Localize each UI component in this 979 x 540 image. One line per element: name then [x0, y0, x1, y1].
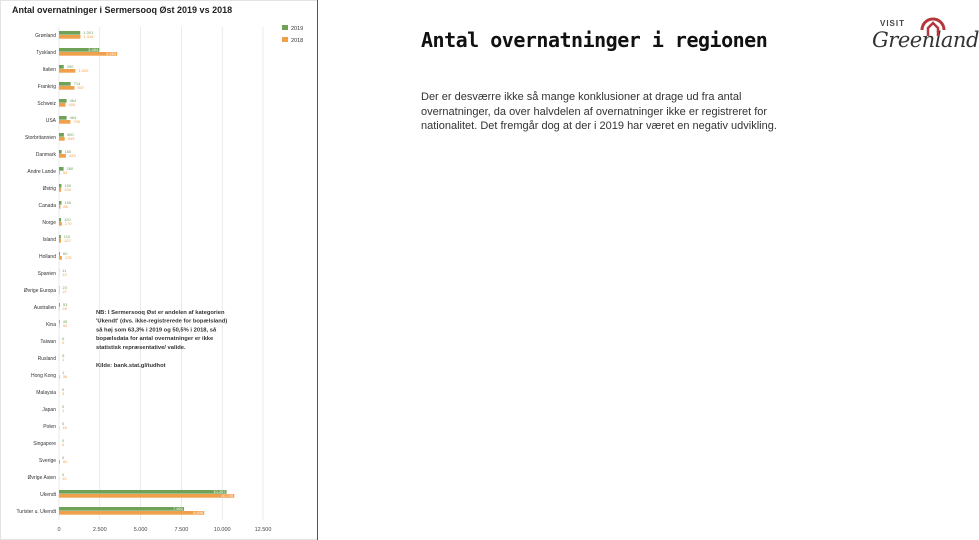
- legend-swatch-2018: [282, 37, 288, 42]
- data-label-2019: 1: [62, 370, 65, 376]
- bar-2019: [59, 218, 61, 222]
- bar-2018: [59, 205, 60, 209]
- bar-2018: [59, 494, 234, 498]
- category-label: USA: [45, 118, 56, 124]
- data-label-2019: 464: [69, 98, 77, 104]
- bar-2019: [59, 507, 184, 511]
- data-label-2019: 11: [62, 268, 67, 274]
- data-label-2018: 175: [64, 255, 72, 261]
- legend-swatch-2019: [282, 25, 288, 30]
- bar-2018: [59, 222, 62, 226]
- bar-2019: [59, 303, 60, 307]
- bar-2018: [59, 239, 61, 243]
- category-label: Holland: [39, 254, 56, 260]
- category-label: Ukendt: [40, 492, 56, 498]
- bar-2019: [59, 252, 60, 256]
- bar-2019: [59, 116, 67, 120]
- category-label: Østrig: [42, 186, 56, 192]
- logo-visit-text: VISIT: [880, 19, 906, 28]
- category-label: Japan: [42, 407, 56, 413]
- data-label-2018: 26: [62, 306, 67, 312]
- category-label: Øvrige Europa: [23, 288, 56, 294]
- x-tick-label: 10.000: [213, 527, 231, 533]
- data-label-2019: 0: [62, 421, 65, 427]
- data-label-2018: 0: [62, 340, 65, 346]
- data-label-2018: 0: [62, 442, 65, 448]
- category-label: Italien: [42, 67, 56, 73]
- data-label-2019: 2.464: [88, 47, 99, 53]
- data-label-2019: 0: [62, 438, 65, 444]
- x-tick-label: 12.500: [254, 527, 272, 533]
- data-label-2018: 13: [62, 272, 67, 278]
- bar-2018: [59, 137, 65, 141]
- data-label-2019: 23: [62, 285, 67, 291]
- data-label-2019: 160: [64, 149, 72, 155]
- bar-2018: [59, 69, 75, 73]
- data-label-2019: 7.660: [172, 506, 184, 512]
- category-label: Taiwan: [40, 339, 56, 345]
- data-label-2018: 3: [62, 391, 65, 397]
- data-label-2018: 170: [64, 221, 72, 227]
- data-label-2019: 60: [62, 251, 68, 257]
- legend-label-2018: 2018: [291, 38, 304, 44]
- data-label-2019: 45: [62, 319, 68, 325]
- bar-2018: [59, 120, 70, 124]
- category-label: Frankrig: [37, 84, 56, 90]
- category-label: Norge: [42, 220, 56, 226]
- data-label-2018: 423: [68, 153, 76, 159]
- data-label-2018: 1.000: [78, 68, 89, 74]
- data-label-2019: 280: [66, 166, 74, 172]
- visit-greenland-logo: [868, 14, 979, 58]
- bar-2018: [59, 86, 74, 90]
- data-label-2018: 1.316: [83, 34, 94, 40]
- category-label: Grønland: [35, 33, 56, 39]
- category-label: Kina: [45, 322, 56, 328]
- bar-2018: [59, 35, 80, 39]
- bar-2019: [59, 320, 60, 324]
- chart-source: Kilde: bank.stat.gl/tudhot: [96, 363, 166, 369]
- bar-2019: [59, 150, 62, 154]
- bar-2019: [59, 82, 71, 86]
- house-sun-icon: [918, 14, 948, 38]
- data-label-2019: 0: [62, 472, 65, 478]
- bar-2018: [59, 460, 60, 464]
- bar-2018: [59, 171, 60, 175]
- category-label: Tyskland: [36, 50, 56, 56]
- data-label-2019: 0: [62, 455, 65, 461]
- category-label: Singapore: [33, 441, 56, 447]
- bar-2019: [59, 201, 61, 205]
- data-label-2018: 122: [63, 238, 71, 244]
- slide-title: Antal overnatninger i regionen: [421, 28, 768, 52]
- legend-label-2019: 2019: [291, 26, 304, 32]
- x-tick-label: 7.500: [174, 527, 189, 533]
- category-label: Canada: [38, 203, 56, 209]
- bar-chart: [0, 0, 322, 540]
- bar-2019: [59, 133, 64, 137]
- data-label-2019: 5: [62, 353, 65, 359]
- bar-2018: [59, 375, 60, 379]
- category-label: Øvrige Asien: [27, 475, 56, 481]
- data-label-2018: 36: [62, 374, 68, 380]
- category-label: Storbritannien: [24, 135, 56, 141]
- data-label-2018: 30: [62, 323, 67, 329]
- data-label-2019: 1.301: [83, 30, 94, 36]
- chart-annotation-note: NB: I Sermersooq Øst er andelen af kategorien 'Ukendt' (dvs. ikke-registrerede for bopælsland) så høj som 63,3% i 2019 og 50,5% i 2018, så bopælsdata for antal overnatninger er ikke statistisk repræsentative/ valide.: [96, 310, 228, 351]
- category-label: Australien: [33, 305, 56, 311]
- bar-2018: [59, 154, 66, 158]
- x-tick-label: 0: [57, 527, 61, 533]
- bar-2018: [59, 188, 61, 192]
- bar-2019: [59, 490, 227, 494]
- category-label: Polen: [43, 424, 56, 430]
- data-label-2018: 86: [63, 204, 68, 210]
- data-label-2018: 62: [63, 459, 68, 465]
- data-label-2019: 53: [62, 302, 68, 308]
- category-label: Schweiz: [37, 101, 56, 107]
- data-label-2018: 27: [62, 289, 67, 295]
- data-label-2018: 54: [62, 170, 68, 176]
- data-label-2018: 10: [62, 476, 67, 482]
- data-label-2019: 464: [69, 115, 77, 121]
- data-label-2018: 1: [62, 408, 65, 414]
- data-label-2019: 150: [64, 200, 72, 206]
- data-label-2019: 300: [66, 132, 74, 138]
- data-label-2018: 8.898: [193, 510, 204, 516]
- slide-body-text: Der er desværre ikke så mange konklusioner at drage ud fra antal overnatninger, da over halvdelen af overnatninger ikke er registreret for nationalitet. Det fremgår dog at der i 2019 har været en negativ udvikling.: [421, 91, 777, 132]
- data-label-2018: 18: [62, 425, 67, 431]
- data-label-2019: 6: [62, 336, 65, 342]
- chart-panel: [0, 0, 322, 540]
- x-tick-label: 5.000: [133, 527, 148, 533]
- bar-2019: [59, 31, 80, 35]
- category-label: Island: [42, 237, 56, 243]
- bar-2018: [59, 511, 204, 515]
- category-label: Turister u. Ukendt: [16, 509, 56, 515]
- data-label-2019: 0: [62, 404, 65, 410]
- data-label-2019: 0: [62, 387, 65, 393]
- category-label: Andre Lande: [27, 169, 56, 175]
- data-label-2018: 1: [62, 357, 65, 363]
- category-label: Malaysia: [36, 390, 56, 396]
- logo-greenland-text: Greenland: [872, 28, 979, 52]
- data-label-2018: 128: [64, 187, 71, 193]
- category-label: Spanien: [37, 271, 56, 277]
- data-label-2018: 400: [68, 102, 76, 108]
- data-label-2019: 714: [73, 81, 81, 87]
- category-label: Hong Kong: [30, 373, 56, 379]
- data-label-2018: 349: [67, 136, 75, 142]
- data-label-2019: 150: [64, 183, 72, 189]
- bar-2019: [59, 184, 61, 188]
- bar-2018: [59, 256, 62, 260]
- category-label: Rusland: [37, 356, 56, 362]
- data-label-2018: 10.739: [221, 493, 234, 499]
- x-tick-label: 2.500: [92, 527, 107, 533]
- bar-2019: [59, 235, 61, 239]
- bar-2019: [59, 65, 64, 69]
- data-label-2019: 10.267: [213, 489, 226, 495]
- bar-2018: [59, 103, 66, 107]
- data-label-2019: 110: [63, 234, 71, 240]
- category-label: Danmark: [35, 152, 56, 158]
- chart-title: Antal overnatninger i Sermersooq Øst 2019 vs 2018: [12, 5, 233, 15]
- data-label-2018: 947: [77, 85, 85, 91]
- category-label: Sverige: [39, 458, 56, 464]
- bar-2019: [59, 99, 67, 103]
- data-label-2019: 290: [66, 64, 74, 70]
- data-label-2018: 700: [73, 119, 81, 125]
- data-label-2019: 120: [63, 217, 71, 223]
- data-label-2018: 3.565: [106, 51, 117, 57]
